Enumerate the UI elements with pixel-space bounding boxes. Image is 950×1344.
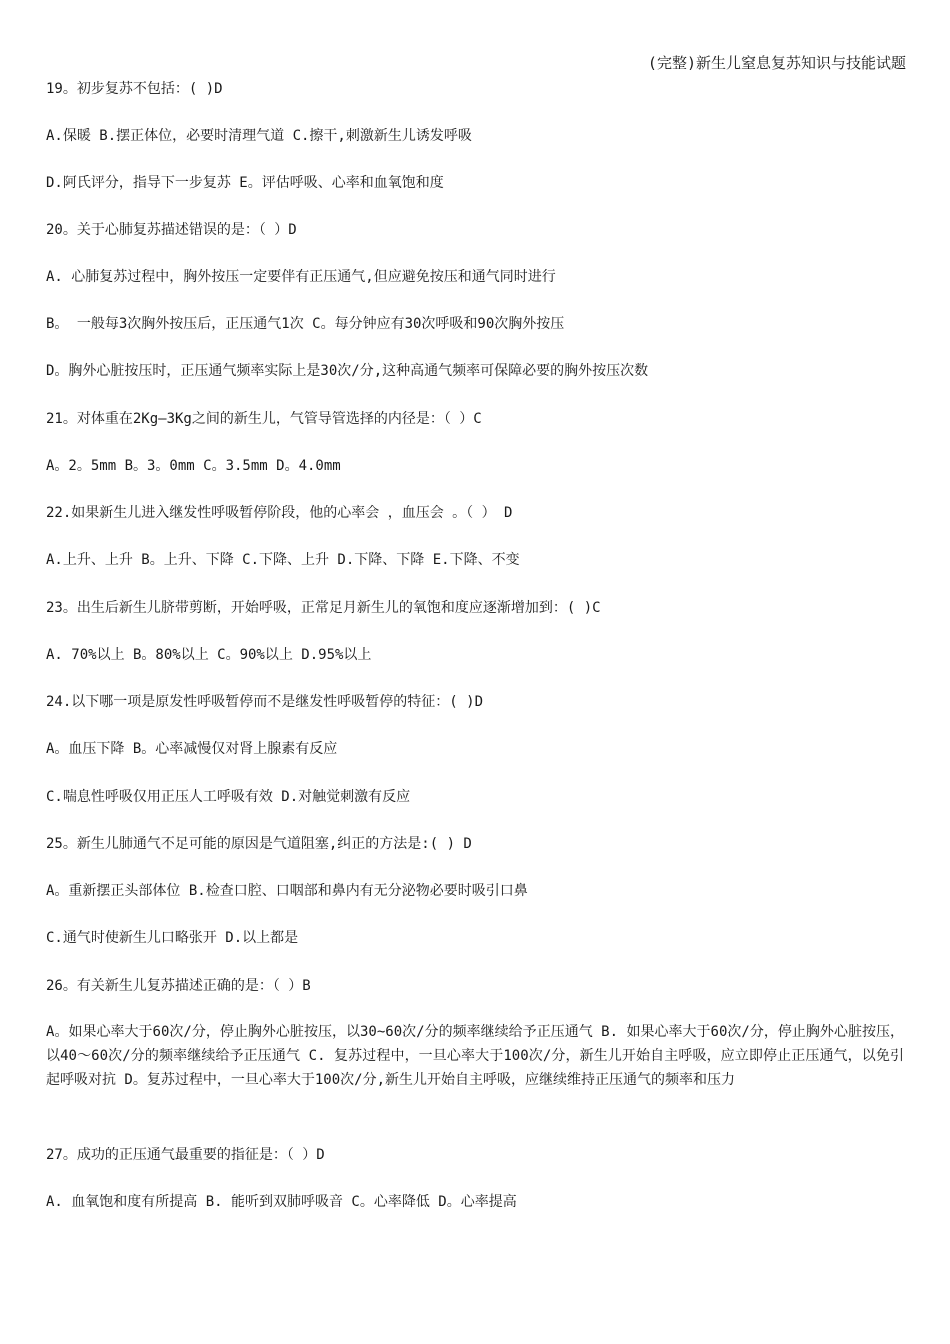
options-24-line-1: A。血压下降 B。心率减慢仅对肾上腺素有反应 [46, 741, 338, 757]
options-20-line-3: D。胸外心脏按压时，正压通气频率实际上是30次/分,这种高通气频率可保障必要的胸外按压次数 [46, 363, 649, 379]
options-24-line-2: C.喘息性呼吸仅用正压人工呼吸有效 D.对触觉刺激有反应 [46, 789, 411, 805]
question-25: 25。新生儿肺通气不足可能的原因是气道阻塞,纠正的方法是:( ) D [46, 836, 472, 852]
options-21: A。2。5mm B。3。0mm C。3.5mm D。4.0mm [46, 458, 341, 474]
options-20-line-1: A. 心肺复苏过程中，胸外按压一定要伴有正压通气,但应避免按压和通气同时进行 [46, 269, 556, 285]
options-19-line-1: A.保暖 B.摆正体位，必要时清理气道 C.擦干,刺激新生儿诱发呼吸 [46, 128, 472, 144]
question-27: 27。成功的正压通气最重要的指征是：（ ）D [46, 1147, 325, 1163]
question-21: 21。对体重在2Kg—3Kg之间的新生儿，气管导管选择的内径是：（ ）C [46, 411, 482, 427]
question-23: 23。出生后新生儿脐带剪断，开始呼吸，正常足月新生儿的氧饱和度应逐渐增加到：( )C [46, 600, 601, 616]
question-24: 24.以下哪一项是原发性呼吸暂停而不是继发性呼吸暂停的特征：( )D [46, 694, 483, 710]
options-19-line-2: D.阿氏评分，指导下一步复苏 E。评估呼吸、心率和血氧饱和度 [46, 175, 444, 191]
question-20: 20。关于心肺复苏描述错误的是：（ ）D [46, 222, 297, 238]
options-23: A. 70%以上 B。80%以上 C。90%以上 D.95%以上 [46, 647, 372, 663]
options-25-line-2: C.通气时使新生儿口略张开 D.以上都是 [46, 930, 299, 946]
question-26: 26。有关新生儿复苏描述正确的是：（ ）B [46, 978, 311, 994]
options-20-line-2: B。 一般每3次胸外按压后，正压通气1次 C。每分钟应有30次呼吸和90次胸外按压 [46, 316, 565, 332]
question-22: 22.如果新生儿进入继发性呼吸暂停阶段，他的心率会 ，血压会 。（ ） D [46, 505, 513, 521]
options-25-line-1: A。重新摆正头部体位 B.检查口腔、口咽部和鼻内有无分泌物必要时吸引口鼻 [46, 883, 528, 899]
options-22: A.上升、上升 B。上升、下降 C.下降、上升 D.下降、下降 E.下降、不变 [46, 552, 520, 568]
question-19: 19。初步复苏不包括：( )D [46, 81, 223, 97]
options-26-paragraph: A。如果心率大于60次/分，停止胸外心脏按压，以30~60次/分的频率继续给予正压通气 B. 如果心率大于60次/分，停止胸外心脏按压，以40～60次/分的频率继续给予正压通气 C. 复苏过程中，一旦心率大于100次/分，新生儿开始自主呼吸，应立即停止正压通气，以免引起呼吸对抗 D。复苏过程中，一旦心率大于100次/分,新生儿开始自主呼吸，应继续维持正压通气的频率和压力 [46, 1024, 904, 1088]
options-27: A. 血氧饱和度有所提高 B. 能听到双肺呼吸音 C。心率降低 D。心率提高 [46, 1194, 517, 1210]
page-header: (完整)新生儿窒息复苏知识与技能试题 [647, 54, 906, 72]
